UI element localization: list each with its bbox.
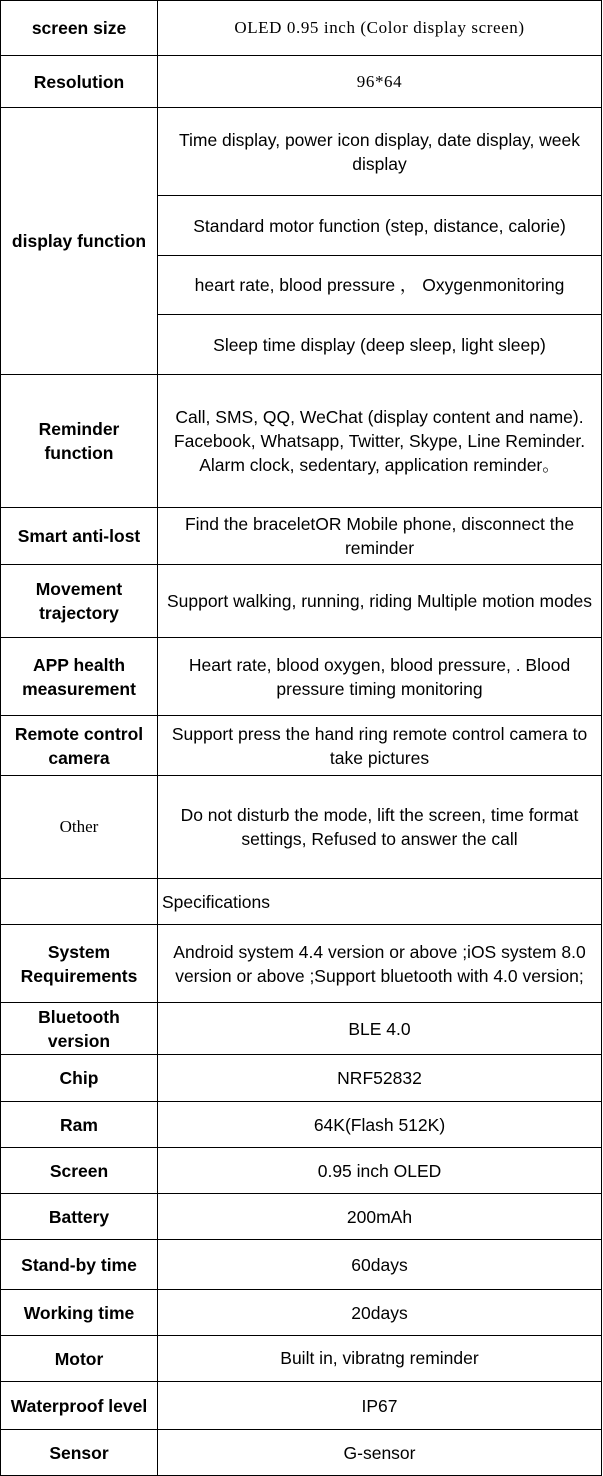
reminder-function-label: Reminder function [1, 375, 158, 508]
table-row [1, 565, 602, 638]
display-function-item: heart rate, blood pressure ， Oxygenmonitoring [158, 256, 602, 315]
display-function-label: display function [1, 108, 158, 375]
screen-value: 0.95 inch OLED [158, 1148, 602, 1194]
smart-anti-lost-label: Smart anti-lost [1, 508, 158, 565]
standby-time-label: Stand-by time [1, 1240, 158, 1290]
resolution-value: 96*64 [158, 56, 602, 108]
specifications-blank-cell [1, 879, 158, 925]
bluetooth-version-label: Bluetooth version [1, 1003, 158, 1055]
battery-label: Battery [1, 1194, 158, 1240]
app-health-label: APP health measurement [1, 638, 158, 716]
sensor-value: G-sensor [158, 1430, 602, 1476]
table-row [1, 1003, 602, 1055]
display-function-item: Time display, power icon display, date display, week display [158, 108, 602, 196]
screen-size-label: screen size [1, 1, 158, 56]
reminder-alarm-text: Alarm clock, sedentary, application reminder。 [199, 455, 560, 475]
remote-camera-label: Remote control camera [1, 716, 158, 776]
table-row [1, 1102, 602, 1148]
table-row [1, 879, 602, 925]
table-row [1, 508, 602, 565]
resolution-label: Resolution [1, 56, 158, 108]
chip-label: Chip [1, 1055, 158, 1102]
system-requirements-label: System Requirements [1, 925, 158, 1003]
table-row [1, 1, 602, 56]
standby-time-value: 60days [158, 1240, 602, 1290]
working-time-label: Working time [1, 1290, 158, 1336]
other-value: Do not disturb the mode, lift the screen, time format settings, Refused to answer the call [158, 776, 602, 879]
table-row [1, 638, 602, 716]
display-function-item: Standard motor function (step, distance, calorie) [158, 196, 602, 256]
specifications-header: Specifications [158, 879, 602, 925]
table-row [1, 1430, 602, 1476]
screen-size-value: OLED 0.95 inch (Color display screen) [158, 1, 602, 56]
battery-value: 200mAh [158, 1194, 602, 1240]
remote-camera-value: Support press the hand ring remote control camera to take pictures [158, 716, 602, 776]
table-row [1, 108, 602, 196]
motor-value: Built in, vibratng reminder [158, 1336, 602, 1382]
working-time-value: 20days [158, 1290, 602, 1336]
table-row [1, 1148, 602, 1194]
waterproof-level-value: IP67 [158, 1382, 602, 1430]
table-row [1, 1240, 602, 1290]
table-row [1, 1290, 602, 1336]
table-row [1, 1194, 602, 1240]
motor-label: Motor [1, 1336, 158, 1382]
reminder-apps-text: Call, SMS, QQ, WeChat (display content and name). Facebook, Whatsapp, Twitter, Skype, Line Reminder. [173, 407, 586, 451]
display-function-item: Sleep time display (deep sleep, light sleep) [158, 315, 602, 375]
table-row [1, 1336, 602, 1382]
table-row [1, 1055, 602, 1102]
table-row [1, 925, 602, 1003]
movement-trajectory-value: Support walking, running, riding Multiple motion modes [158, 565, 602, 638]
other-label: Other [1, 776, 158, 879]
system-requirements-value: Android system 4.4 version or above ;iOS system 8.0 version or above ;Support bluetooth with 4.0 version; [158, 925, 602, 1003]
ram-label: Ram [1, 1102, 158, 1148]
waterproof-level-label: Waterproof level [1, 1382, 158, 1430]
chip-value: NRF52832 [158, 1055, 602, 1102]
app-health-value: Heart rate, blood oxygen, blood pressure, . Blood pressure timing monitoring [158, 638, 602, 716]
movement-trajectory-label: Movement trajectory [1, 565, 158, 638]
table-row [1, 776, 602, 879]
bluetooth-version-value: BLE 4.0 [158, 1003, 602, 1055]
table-row [1, 56, 602, 108]
table-row [1, 1382, 602, 1430]
smart-anti-lost-value: Find the braceletOR Mobile phone, disconnect the reminder [158, 508, 602, 565]
reminder-function-value [158, 375, 602, 508]
table-row [1, 716, 602, 776]
sensor-label: Sensor [1, 1430, 158, 1476]
table-row [1, 375, 602, 508]
ram-value: 64K(Flash 512K) [158, 1102, 602, 1148]
screen-label: Screen [1, 1148, 158, 1194]
